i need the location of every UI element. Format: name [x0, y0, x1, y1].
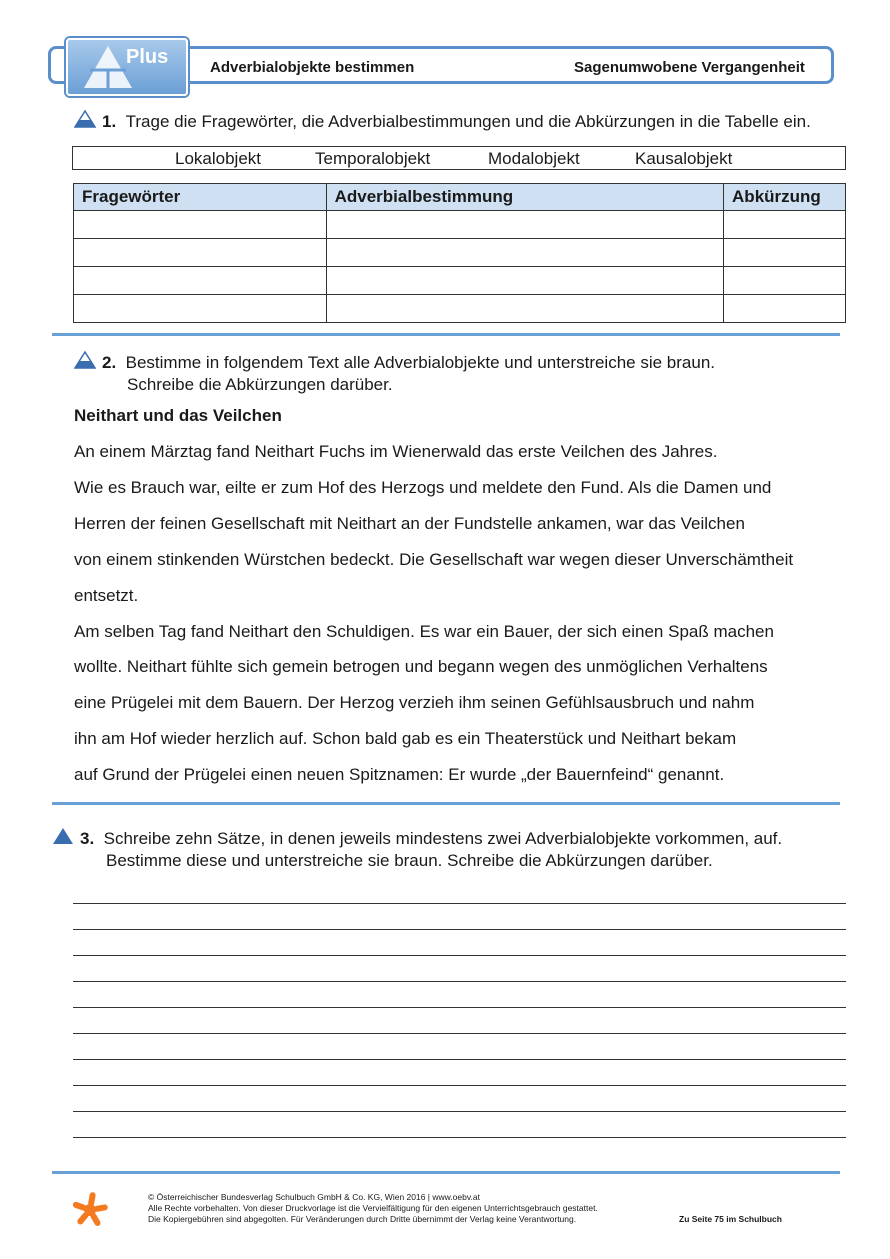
writing-line[interactable]	[73, 929, 846, 930]
table-cell[interactable]	[724, 267, 846, 295]
writing-line[interactable]	[73, 1059, 846, 1060]
table-cell[interactable]	[326, 239, 723, 267]
story-line: auf Grund der Prügelei einen neuen Spitznamen: Er wurde „der Bauernfeind“ genannt.	[74, 765, 725, 784]
writing-line[interactable]	[73, 1111, 846, 1112]
story-line: An einem Märztag fand Neithart Fuchs im Wienerwald das erste Veilchen des Jahres.	[74, 442, 718, 461]
table-row	[74, 211, 846, 239]
table-cell[interactable]	[326, 267, 723, 295]
table-row	[74, 239, 846, 267]
unit-title: Sagenumwobene Vergangenheit	[574, 59, 805, 76]
writing-line[interactable]	[73, 981, 846, 982]
story-line: ihn am Hof wieder herzlich auf. Schon bald gab es ein Theaterstück und Neithart bekam	[74, 729, 737, 748]
table-cell[interactable]	[74, 295, 327, 323]
story-line: wollte. Neithart fühlte sich gemein betrogen und begann wegen des unmöglichen Verhaltens	[74, 657, 768, 676]
section-divider	[52, 802, 840, 805]
table-cell[interactable]	[74, 239, 327, 267]
task3-number: 3.	[80, 829, 95, 848]
table-cell[interactable]	[326, 211, 723, 239]
task1-text: Trage die Fragewörter, die Adverbialbestimmungen und die Abkürzungen in die Tabelle ein.	[125, 112, 811, 131]
worksheet-title: Adverbialobjekte bestimmen	[210, 59, 415, 76]
table-cell[interactable]	[724, 211, 846, 239]
publisher-logo-icon	[70, 1190, 110, 1230]
task3-text-line1: Schreibe zehn Sätze, in denen jeweils mindestens zwei Adverbialobjekte vorkommen, auf.	[103, 829, 783, 848]
difficulty-medium-icon	[74, 110, 96, 128]
logo-text: Plus	[126, 46, 169, 68]
story-line: Herren der feinen Gesellschaft mit Neithart an der Fundstelle ankamen, war das Veilchen	[74, 514, 745, 533]
table-row	[74, 295, 846, 323]
copyright-text	[148, 1192, 598, 1225]
word-box-item: Temporalobjekt	[315, 149, 431, 168]
writing-line[interactable]	[73, 1007, 846, 1008]
writing-line[interactable]	[73, 1085, 846, 1086]
table-cell[interactable]	[74, 267, 327, 295]
table-header-row	[74, 184, 846, 211]
task1-number: 1.	[102, 112, 117, 131]
task3-text-line2: Bestimme diese und unterstreiche sie braun. Schreibe die Abkürzungen darüber.	[106, 851, 713, 870]
story-line: von einem stinkenden Würstchen bedeckt. Die Gesellschaft war wegen dieser Unverschämtheit	[74, 550, 794, 569]
section-divider	[52, 333, 840, 336]
task2-number: 2.	[102, 353, 117, 372]
writing-line[interactable]	[73, 903, 846, 904]
footer-line: © Österreichischer Bundesverlag Schulbuch GmbH & Co. KG, Wien 2016 | www.oebv.at	[148, 1192, 480, 1202]
table-row	[74, 267, 846, 295]
task2-heading	[102, 352, 715, 374]
table-cell[interactable]	[74, 211, 327, 239]
task2-text-line1: Bestimme in folgendem Text alle Adverbialobjekte und unterstreiche sie braun.	[125, 353, 715, 372]
table-cell[interactable]	[724, 239, 846, 267]
table-cell[interactable]	[724, 295, 846, 323]
footer-line: Die Kopiergebühren sind abgegolten. Für Veränderungen durch Dritte übernimmt der Verlag keine Verantwortung.	[148, 1214, 577, 1224]
story-title: Neithart und das Veilchen	[74, 406, 282, 425]
task3-heading	[80, 828, 782, 850]
writing-line[interactable]	[73, 1137, 846, 1138]
column-header-fragewoerter: Fragewörter	[74, 184, 327, 211]
column-header-abkuerzung: Abkürzung	[724, 184, 846, 211]
section-divider	[52, 1171, 840, 1174]
story-line: eine Prügelei mit dem Bauern. Der Herzog verzieh ihm seinen Gefühlsausbruch und nahm	[74, 693, 755, 712]
word-box-item: Kausalobjekt	[635, 149, 733, 168]
writing-line[interactable]	[73, 1033, 846, 1034]
story-line: Wie es Brauch war, eilte er zum Hof des Herzogs und meldete den Fund. Als die Damen und	[74, 478, 772, 497]
task2-text-line2: Schreibe die Abkürzungen darüber.	[127, 375, 393, 394]
word-box-item: Lokalobjekt	[175, 149, 262, 168]
table-cell[interactable]	[326, 295, 723, 323]
task1-heading	[102, 111, 811, 133]
column-header-adverbialbestimmung: Adverbialbestimmung	[326, 184, 723, 211]
footer-line: Alle Rechte vorbehalten. Von dieser Druckvorlage ist die Vervielfältigung für den eigenen Unterrichtsgebrauch gestattet.	[148, 1203, 598, 1213]
word-box-item: Modalobjekt	[488, 149, 580, 168]
word-box	[72, 146, 846, 170]
difficulty-medium-icon	[74, 351, 96, 369]
answer-table	[73, 183, 846, 323]
story-line: entsetzt.	[74, 586, 139, 605]
writing-line[interactable]	[73, 955, 846, 956]
story-line: Am selben Tag fand Neithart den Schuldigen. Es war ein Bauer, der sich einen Spaß machen	[74, 622, 774, 641]
page-reference: Zu Seite 75 im Schulbuch	[679, 1214, 782, 1224]
difficulty-high-icon	[52, 827, 74, 845]
